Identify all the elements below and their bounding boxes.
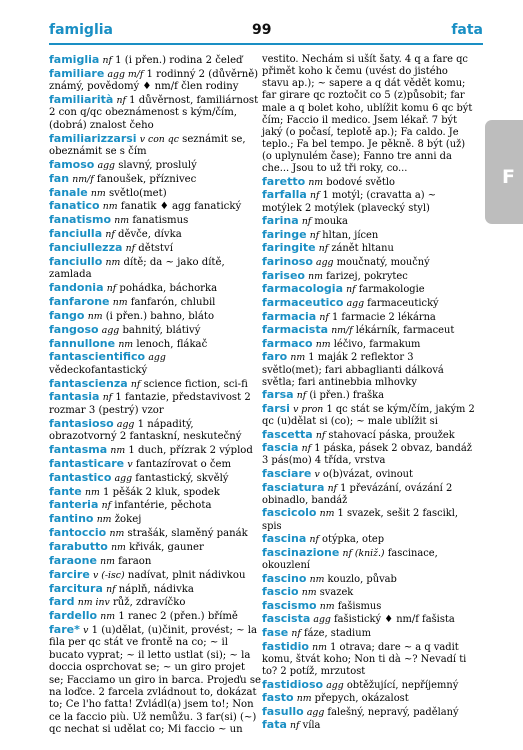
part-of-speech: nm — [90, 187, 106, 199]
definition: lenoch, flákač — [136, 338, 208, 350]
definition: víla — [302, 720, 321, 732]
part-of-speech: nm — [100, 555, 115, 567]
dictionary-entry — [262, 482, 475, 507]
dictionary-entry — [49, 296, 262, 309]
dictionary-entry — [262, 297, 475, 310]
dictionary-entry — [49, 486, 262, 499]
headword: faraone — [49, 553, 97, 567]
headword: fanteria — [49, 498, 99, 512]
dictionary-entry — [49, 527, 262, 540]
dictionary-entry — [262, 338, 475, 351]
dictionary-entry — [49, 133, 262, 159]
definition: žokej — [114, 514, 142, 526]
part-of-speech: nf — [102, 392, 113, 404]
part-of-speech: nf — [309, 534, 319, 546]
part-of-speech: v (-isc) — [93, 569, 125, 581]
definition: svazek — [319, 587, 354, 599]
dictionary-entry — [49, 256, 262, 282]
right-guideword: fata — [451, 22, 483, 38]
definition: fanoušek, příznivec — [96, 173, 197, 185]
headword: fard — [49, 595, 75, 609]
headword: fascio — [262, 585, 299, 599]
part-of-speech: v — [127, 458, 133, 470]
dictionary-entry — [49, 282, 262, 295]
definition: otýpka, otep — [322, 534, 385, 546]
definition: 1 převázání, ovázání 2 obinadlo, bandáž — [262, 482, 453, 506]
headword: fantasia — [49, 390, 100, 404]
dictionary-entry — [262, 403, 475, 428]
dictionary-entry — [262, 283, 475, 296]
dictionary-entry — [49, 610, 262, 623]
headword: fascina — [262, 532, 307, 546]
part-of-speech: nm — [105, 256, 121, 268]
headword: farmacia — [262, 309, 317, 323]
definition: dětství — [138, 243, 173, 255]
headword: fascino — [262, 571, 307, 585]
part-of-speech: nm — [301, 587, 317, 599]
headword: farinoso — [262, 255, 313, 268]
dictionary-entry — [262, 324, 475, 337]
part-of-speech: nf — [105, 229, 115, 241]
headword: faro — [262, 350, 288, 364]
definition: fanfarón, chlubil — [130, 296, 216, 308]
definition: moučnatý, moučný — [336, 257, 430, 268]
definition: náplň, nádivka — [118, 583, 194, 595]
headword: fare* — [49, 623, 80, 637]
headword: fantino — [49, 512, 94, 526]
headword: fantoccio — [49, 526, 107, 540]
part-of-speech: nm — [96, 514, 112, 526]
headword: fanfarone — [49, 294, 110, 308]
definition: zánět hltanu — [331, 243, 394, 255]
dictionary-entry — [49, 214, 262, 227]
headword: fanatismo — [49, 213, 112, 227]
definition: pohádka, báchorka — [119, 283, 218, 295]
part-of-speech: agg — [97, 159, 116, 171]
part-of-speech: nf — [296, 390, 307, 402]
definition: seznámit se, obeznámit se s čím — [49, 133, 246, 158]
definition: 1 duch, přízrak 2 výplod — [128, 444, 253, 456]
definition: lékárník, farmaceut — [355, 325, 455, 337]
headword: fantascienza — [49, 376, 128, 390]
headword: fanciullo — [49, 254, 103, 268]
part-of-speech: nm — [118, 338, 134, 350]
headword: fanatico — [49, 199, 100, 213]
headword: fasto — [262, 691, 294, 705]
headword: farmaceutico — [262, 295, 344, 309]
definition: fašistický ♦ nm/f fašista — [334, 614, 455, 626]
dictionary-entry — [49, 54, 262, 67]
dictionary-entry — [262, 256, 475, 269]
part-of-speech: agg — [114, 472, 133, 484]
headword: fase — [262, 626, 289, 639]
definition: dítě; da ~ jako dítě, zamlada — [49, 256, 225, 281]
dictionary-entry — [262, 641, 475, 678]
headword: fangoso — [49, 322, 99, 336]
part-of-speech: nf — [309, 229, 320, 241]
headword: fascinazione — [262, 545, 340, 559]
part-of-speech: nm — [111, 541, 126, 553]
headword: familiarizzarsi — [49, 131, 137, 145]
part-of-speech: nm — [296, 693, 312, 705]
dictionary-entry — [262, 573, 475, 586]
headword: farina — [262, 214, 299, 228]
part-of-speech: nm — [109, 528, 125, 540]
definition: (i přen.) fraška — [309, 390, 385, 402]
dictionary-entry — [49, 378, 262, 391]
dictionary-entry — [262, 229, 475, 242]
dictionary-entry — [49, 94, 262, 132]
headword: farsi — [262, 401, 290, 415]
headword: famoso — [49, 157, 95, 171]
dictionary-entry — [262, 586, 475, 599]
dictionary-entry — [49, 391, 262, 417]
definition: fašismus — [337, 600, 382, 612]
dictionary-entry — [49, 624, 262, 736]
definition: mouka — [314, 216, 348, 228]
headword: fascista — [262, 612, 311, 626]
part-of-speech: nf — [346, 284, 356, 296]
part-of-speech: nf — [301, 443, 312, 455]
part-of-speech: agg — [101, 324, 120, 336]
dictionary-entry — [262, 692, 475, 705]
definition: světlo(met) — [108, 187, 167, 199]
headword: fantasma — [49, 442, 108, 456]
dictionary-entry — [262, 442, 475, 467]
definition: fantazírovat o čem — [135, 458, 232, 470]
dictionary-entry — [262, 242, 475, 255]
part-of-speech: nf — [125, 243, 136, 255]
part-of-speech: nf — [130, 378, 141, 390]
part-of-speech: nm — [100, 611, 116, 623]
header-rule — [49, 43, 483, 45]
part-of-speech: nm/f — [72, 173, 94, 185]
part-of-speech: nf — [309, 190, 320, 202]
part-of-speech: nm — [112, 296, 128, 308]
part-of-speech: nf — [106, 583, 116, 595]
part-of-speech: agg — [116, 418, 135, 430]
dictionary-entry — [49, 472, 262, 485]
headword: fariseo — [262, 268, 305, 282]
part-of-speech: nf — [315, 429, 326, 441]
dictionary-entry — [49, 159, 262, 172]
part-of-speech: nm — [110, 444, 126, 456]
dictionary-entry — [262, 54, 475, 175]
dictionary-entry — [262, 311, 475, 324]
definition: fascinace, okouzlení — [262, 547, 438, 571]
dictionary-entry — [262, 627, 475, 640]
headword: fascia — [262, 441, 299, 455]
definition: strašák, slaměný panák — [127, 528, 248, 540]
definition: 1 (i přen.) rodina 2 čeleď — [115, 55, 243, 66]
definition: farmaceutický — [367, 297, 439, 309]
part-of-speech: agg — [316, 257, 334, 268]
headword: fandonia — [49, 281, 104, 295]
headword: faretto — [262, 174, 306, 188]
definition: děvče, dívka — [118, 229, 182, 241]
dictionary-entry — [262, 215, 475, 228]
definition: 1 důvěrnost, familiárnost 2 con q/qc obeznámenost s kým/čím, (dobrá) znalost čeho — [49, 95, 259, 131]
definition: fáze, stadium — [303, 628, 371, 639]
headword: farabutto — [49, 539, 108, 553]
headword: farmacologia — [262, 282, 343, 296]
dictionary-entry — [49, 596, 262, 609]
part-of-speech: nm — [315, 338, 331, 350]
headword: fantastico — [49, 470, 112, 484]
part-of-speech: v pron — [293, 403, 324, 415]
definition: křivák, gauner — [129, 541, 204, 553]
dictionary-entry — [49, 351, 262, 377]
part-of-speech: nf — [102, 55, 112, 66]
definition: vědeckofantastický — [49, 364, 148, 376]
headword: famiglia — [49, 53, 100, 66]
definition: 1 ranec 2 (přen.) břímě — [118, 611, 238, 623]
headword: fasciatura — [262, 480, 325, 494]
dictionary-entry — [49, 583, 262, 596]
definition: nadívat, plnit nádivkou — [127, 569, 246, 581]
dictionary-entry — [49, 338, 262, 351]
dictionary-entry — [262, 533, 475, 546]
dictionary-entry — [262, 719, 475, 732]
page-header — [0, 0, 523, 46]
definition: růž, zdravíčko — [112, 597, 186, 609]
part-of-speech: v con qc — [139, 133, 179, 145]
part-of-speech: v — [83, 625, 89, 637]
definition: 1 motýl; (cravatta a) ~ motýlek 2 motýlek (plavecký styl) — [262, 190, 437, 214]
headword: fastidioso — [262, 677, 324, 691]
part-of-speech: nf — [290, 720, 300, 732]
definition: o(b)vázat, ovinout — [322, 469, 413, 480]
headword: farmacista — [262, 323, 329, 337]
headword: farfalla — [262, 188, 307, 202]
headword: fardello — [49, 609, 98, 623]
headword: fan — [49, 171, 70, 185]
part-of-speech: nf — [318, 243, 329, 255]
left-column — [49, 54, 262, 737]
headword: familiarità — [49, 93, 114, 107]
headword: fantascientifico — [49, 350, 146, 364]
definition: (i přen.) bahno, bláto — [105, 310, 215, 322]
dictionary-entry — [49, 418, 262, 444]
dictionary-entry — [262, 270, 475, 283]
definition: 1 svazek, sešit 2 fascikl, spis — [262, 508, 459, 532]
dictionary-entry — [49, 200, 262, 213]
part-of-speech: v — [314, 469, 320, 480]
dictionary-entry — [49, 541, 262, 554]
definition: 1 otrava; dare ~ a q vadit komu, štvát koho; Non ti dà ~? Nevadí ti to? 2 potíž, mrzutost — [262, 641, 467, 677]
headword: farsa — [262, 388, 294, 402]
headword: fascicolo — [262, 506, 317, 520]
headword: fango — [49, 308, 85, 322]
definition: falešný, nepravý, padělaný — [327, 706, 459, 718]
part-of-speech: nf — [291, 628, 301, 639]
definition: přepych, okázalost — [314, 693, 409, 705]
definition: stahovací páska, proužek — [328, 429, 455, 441]
dictionary-entry — [262, 706, 475, 719]
part-of-speech: nf (kniž.) — [342, 547, 385, 559]
part-of-speech: nm/f — [331, 325, 353, 337]
right-column — [262, 54, 475, 733]
part-of-speech: nf — [327, 482, 337, 494]
part-of-speech: nf — [106, 283, 117, 295]
part-of-speech: nm — [87, 310, 103, 322]
definition: farmakologie — [358, 284, 425, 296]
left-guideword: famiglia — [49, 22, 113, 38]
headword: fanciulla — [49, 227, 103, 241]
definition: léčivo, farmakum — [333, 338, 421, 350]
dictionary-entry — [49, 513, 262, 526]
dictionary-entry — [49, 242, 262, 255]
thumb-index-letter: F — [502, 166, 515, 188]
dictionary-entry — [262, 176, 475, 189]
headword: fastidio — [262, 639, 309, 653]
headword: faringite — [262, 241, 316, 255]
dictionary-entry — [49, 187, 262, 200]
dictionary-entry — [262, 547, 475, 572]
dictionary-entry — [262, 429, 475, 442]
part-of-speech: agg — [313, 614, 331, 626]
definition: bodové světlo — [326, 176, 395, 188]
part-of-speech: nf — [116, 95, 126, 107]
part-of-speech: agg — [148, 352, 166, 364]
dictionary-entry — [262, 507, 475, 532]
definition: 1 farmacie 2 lékárna — [331, 311, 436, 323]
headword: fantasioso — [49, 416, 114, 430]
headword: fantasticare — [49, 456, 125, 470]
definition: 1 pěšák 2 kluk, spodek — [103, 486, 220, 498]
definition: kouzlo, půvab — [327, 573, 397, 585]
headword: fata — [262, 718, 287, 732]
headword: fasciare — [262, 467, 312, 480]
dictionary-entry — [49, 310, 262, 323]
headword: faringe — [262, 227, 307, 241]
part-of-speech: nm — [319, 600, 335, 612]
definition: 1 maják 2 reflektor 3 světlo(met); fari abbaglianti dálková světla; fari antinebbia mlhovky — [262, 352, 444, 388]
part-of-speech: nm — [309, 573, 325, 585]
headword: fante — [49, 484, 82, 498]
dictionary-entry — [262, 600, 475, 613]
definition: science fiction, sci-fi — [143, 378, 248, 390]
definition: fantastický, skvělý — [135, 472, 229, 484]
part-of-speech: agg m/f — [107, 68, 144, 80]
part-of-speech: nf — [101, 500, 112, 512]
part-of-speech: nm — [114, 215, 130, 227]
dictionary-entry — [262, 613, 475, 626]
headword: fascetta — [262, 427, 313, 441]
part-of-speech: agg — [346, 297, 365, 309]
definition: 1 fantazie, představivost 2 rozmar 3 (pestrý) vzor — [49, 392, 251, 416]
definition: farizej, pokrytec — [326, 270, 408, 282]
part-of-speech: nm inv — [77, 597, 110, 609]
dictionary-entry — [49, 569, 262, 582]
dictionary-entry — [262, 389, 475, 402]
definition: bahnitý, blátivý — [122, 324, 201, 336]
dictionary-entry — [262, 189, 475, 214]
dictionary-entry — [262, 351, 475, 388]
page-number: 99 — [252, 22, 272, 38]
part-of-speech: nm — [84, 486, 100, 498]
definition: fanatismus — [132, 215, 189, 227]
headword: fascismo — [262, 598, 317, 612]
definition: vestito. Nechám si ušít šaty. 4 q a fare qc přimět koho k čemu (uvést do jistého stavu ap.); ~ sapere a q dát vědět komu; far girare qc roztočit co 5 (z)působit; far male a q bolet koho, ublížit komu 6 qc být čím; Faccio il medico. Jsem lékař. 7 být jaký (o počasí, teplotě ap.); Fa caldo. Je teplo.; Fa bel tempo. Je pěkně. 8 být (už) (o uplynulém čase); Fanno tre anni da che... Jsou to už tři roky, co... — [262, 54, 473, 175]
part-of-speech: nm — [319, 508, 335, 520]
part-of-speech: agg — [306, 706, 325, 718]
part-of-speech: nm — [308, 176, 324, 188]
dictionary-entry — [49, 173, 262, 186]
part-of-speech: nf — [319, 311, 329, 323]
definition: fanatik ♦ agg fanatický — [120, 201, 242, 213]
dictionary-entry — [49, 228, 262, 241]
headword: fanciullezza — [49, 241, 123, 255]
part-of-speech: nm — [102, 201, 118, 213]
part-of-speech: nf — [301, 216, 312, 228]
dictionary-entry — [262, 468, 475, 481]
part-of-speech: agg — [326, 679, 344, 691]
headword: farcitura — [49, 581, 103, 595]
definition: infantérie, pěchota — [114, 500, 212, 512]
definition: hltan, jícen — [322, 229, 379, 241]
headword: fasullo — [262, 704, 304, 718]
definition: 1 rodinný 2 (důvěrně) známý, povědomý ♦ nm/f člen rodiny — [49, 68, 259, 93]
dictionary-entry — [49, 555, 262, 568]
dictionary-entry — [49, 444, 262, 457]
headword: farcire — [49, 567, 90, 581]
dictionary-entry — [49, 324, 262, 337]
headword: familiare — [49, 66, 105, 80]
dictionary-entry — [49, 68, 262, 94]
definition: faraon — [118, 555, 152, 567]
definition: 1 páska, pásek 2 obvaz, bandáž 3 pás(mo) 4 třída, vrstva — [262, 443, 472, 467]
headword: fannullone — [49, 336, 116, 350]
part-of-speech: nm — [308, 270, 323, 282]
headword: fanale — [49, 185, 88, 199]
definition: 1 (u)dělat, (u)činit, provést; ~ la fila per qc stát ve frontě na co; ~ il bucato vyprat; ~ il letto ustlat (si); ~ la doccia osprchovat se; ~ un giro projet se; Facciamo un giro in barca. Projeďu se na loďce. 2 farcela zvládnout to, dokázat to; Ce l'ho fatta! Zvládl(a) jsem to!; Non ce la faccio più. Už nemůžu. 3 far(si) (~) qc nechat si udělat co; Mi faccio ~ un — [49, 625, 261, 735]
part-of-speech: nm — [290, 352, 306, 364]
definition: obtěžující, nepříjemný — [346, 679, 459, 691]
definition: 1 nápaditý, obrazotvorný 2 fantaskní, neskutečný — [49, 418, 242, 443]
definition: 1 qc stát se kým/čím, jakým 2 qc (u)dělat si (co); ~ male ublížit si — [262, 403, 475, 427]
part-of-speech: nm — [312, 641, 327, 653]
dictionary-entry — [262, 679, 475, 692]
dictionary-entry — [49, 458, 262, 471]
headword: farmaco — [262, 336, 313, 350]
definition: slavný, proslulý — [118, 159, 197, 171]
dictionary-entry — [49, 499, 262, 512]
